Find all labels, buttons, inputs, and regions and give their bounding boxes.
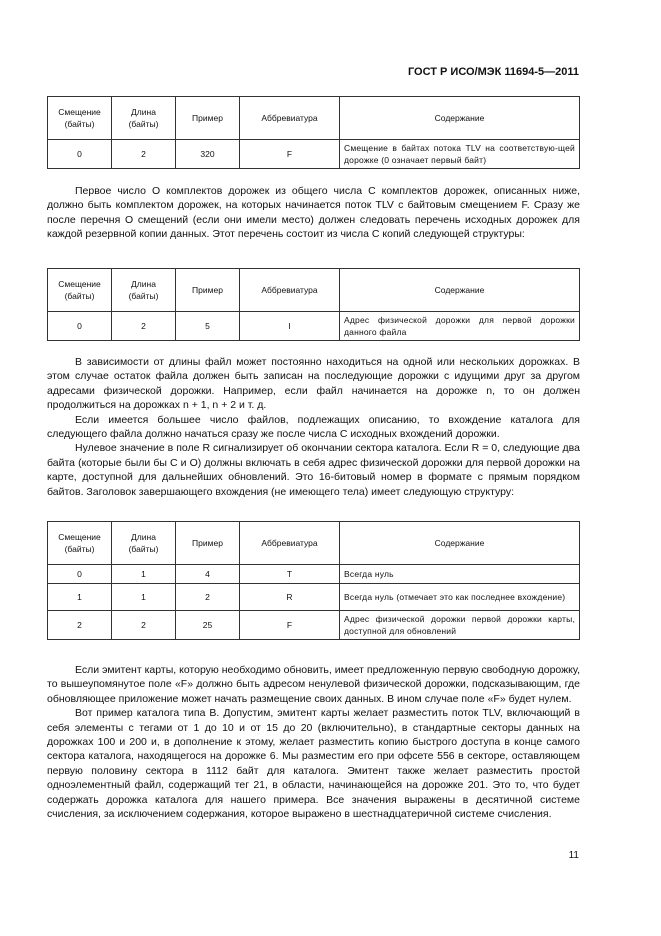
paragraph-track-sets: [47, 184, 580, 242]
paragraph-free-track-example: [47, 663, 580, 821]
paragraph-text: Вот пример каталога типа B. Допустим, эмитент карты желает разместить поток TLV, включающий в себя элементы с тегами от 1 до 10 и от 15 до 20 (включительно), в стандартные секторы данных на дорожках 100 и 200 и, в дополнение к этому, желает разместить копию быстрого доступа в конце самого сектора каталога, находящегося на дорожке 6. Мы разместим его при офсете 556 в секторе, оставляющем первую половину сектора в 1112 байт для каталога. Эмитент также желает разместить простой одноэлементный файл, содержащий тег 21, в области, начинающейся на дорожке 201. Это то, что будет содержать дорожка каталога для нашего примера. Все значения выражены в десятичной системе счисления, за исключением содержания, которое выражено в шестнадцатеричной системе счисления.: [47, 707, 580, 821]
column-header-content: Содержание: [340, 522, 580, 565]
table-backup-tracks: [47, 268, 580, 341]
paragraph-text: Если имеется большее число файлов, подлежащих описанию, то вхождение каталога для следующего файла должно начаться сразу же после числа C исходных вхождений дорожки.: [47, 413, 580, 441]
column-header-example: Пример: [176, 97, 240, 140]
cell-content: Смещение в байтах потока TLV на соответствую-щей дорожке (0 означает первый байт): [340, 140, 580, 169]
cell-example: 320: [176, 140, 240, 169]
cell-content: Всегда нуль: [340, 565, 580, 584]
page-number: 11: [568, 850, 579, 861]
table-header-row: [48, 97, 580, 140]
cell-example: 25: [176, 611, 240, 640]
column-header-example: Пример: [176, 522, 240, 565]
column-header-example: Пример: [176, 269, 240, 312]
column-header-length: Длина (байты): [112, 522, 176, 565]
cell-abbreviation: T: [240, 565, 340, 584]
cell-abbreviation: I: [240, 312, 340, 341]
column-header-content: Содержание: [340, 97, 580, 140]
column-header-abbreviation: Аббревиатура: [240, 97, 340, 140]
cell-example: 5: [176, 312, 240, 341]
paragraph-text: Первое число O комплектов дорожек из общего числа C комплектов дорожек, описанных ниже, должно быть комплектом дорожек, на которых начинается поток TLV с байтовым смещением F. Сразу же после перечня O смещений (если они имели место) должен следовать перечень исходных дорожек для каждой резервной копии данных. Этот перечень состоит из числа C копий следующей структуры:: [47, 185, 580, 241]
cell-length: 2: [112, 312, 176, 341]
cell-content: Всегда нуль (отмечает это как последнее вхождение): [340, 584, 580, 611]
cell-offset: 2: [48, 611, 112, 640]
cell-offset: 1: [48, 584, 112, 611]
cell-offset: 0: [48, 140, 112, 169]
column-header-content: Содержание: [340, 269, 580, 312]
table-track-offset: [47, 96, 580, 169]
paragraph-text: Если эмитент карты, которую необходимо обновить, имеет предложенную первую свободную дорожку, то вышеупомянутое поле «F» должно быть адресом ненулевой физической дорожки, подсказывающим, где обновляющее приложение может начать размещение своих данных. В ином случае поле «F» будет нулем.: [47, 664, 580, 705]
column-header-offset: Смещение (байты): [48, 97, 112, 140]
table-row: [48, 312, 580, 341]
table-header-row: [48, 269, 580, 312]
table-header-row: [48, 522, 580, 565]
cell-abbreviation: R: [240, 584, 340, 611]
column-header-length: Длина (байты): [112, 269, 176, 312]
document-header: ГОСТ Р ИСО/МЭК 11694-5—2011: [407, 66, 579, 78]
cell-length: 1: [112, 584, 176, 611]
cell-length: 1: [112, 565, 176, 584]
cell-example: 2: [176, 584, 240, 611]
cell-length: 2: [112, 140, 176, 169]
column-header-length: Длина (байты): [112, 97, 176, 140]
paragraph-text: Нулевое значение в поле R сигнализирует об окончании сектора каталога. Если R = 0, следующие два байта (которые были бы C и O) должны включать в себя адрес физической дорожки для первой дорожки на карте, доступной для дальнейших обновлений. Это 16-битовый номер в формате с прямым порядком байтов. Заголовок завершающего вхождения (не имеющего тела) имеет следующую структуру:: [47, 442, 580, 498]
column-header-offset: Смещение (байты): [48, 522, 112, 565]
cell-content: Адрес физической дорожки для первой дорожки данного файла: [340, 312, 580, 341]
table-row: [48, 565, 580, 584]
column-header-abbreviation: Аббревиатура: [240, 269, 340, 312]
cell-content: Адрес физической дорожки первой дорожки карты, доступной для обновлений: [340, 611, 580, 640]
cell-offset: 0: [48, 312, 112, 341]
table-row: [48, 584, 580, 611]
table-row: [48, 611, 580, 640]
column-header-offset: Смещение (байты): [48, 269, 112, 312]
column-header-abbreviation: Аббревиатура: [240, 522, 340, 565]
cell-offset: 0: [48, 565, 112, 584]
cell-abbreviation: F: [240, 611, 340, 640]
paragraph-file-tracks: [47, 355, 580, 499]
cell-example: 4: [176, 565, 240, 584]
cell-abbreviation: F: [240, 140, 340, 169]
table-row: [48, 140, 580, 169]
cell-length: 2: [112, 611, 176, 640]
paragraph-text: В зависимости от длины файл может постоянно находиться на одной или нескольких дорожках. В этом случае остаток файла должен быть записан на последующие дорожки с идущими друг за другом адресами физической дорожки. Например, если файл начинается на дорожке n, то он должен продолжиться на дорожках n + 1, n + 2 и т. д.: [47, 356, 580, 412]
table-terminating-entry: [47, 521, 580, 640]
